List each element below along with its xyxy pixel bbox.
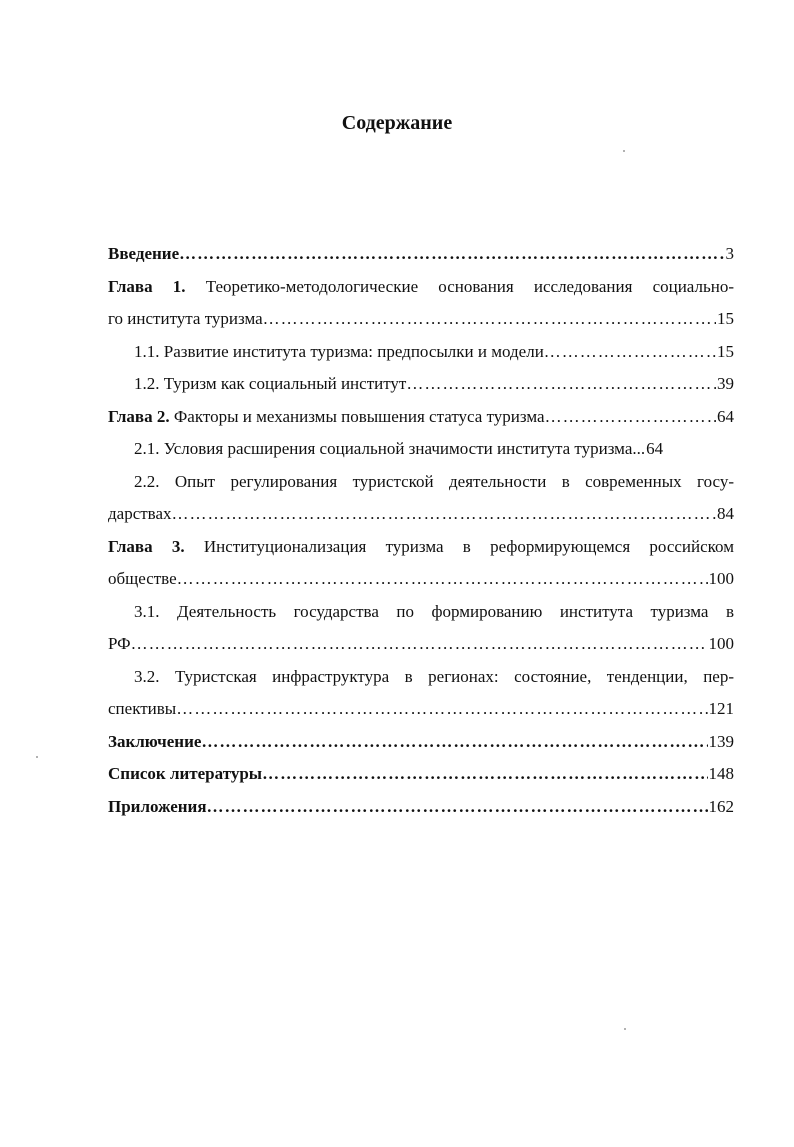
toc-ch1-page: 15 <box>717 309 734 328</box>
toc-ch3-title-line1: Институционализация туризма в реформирующемся российском <box>203 536 734 556</box>
dot-leader <box>177 563 708 596</box>
toc-2-1-label: 2.1. Условия расширения социальной значимости института туризма... <box>134 439 646 458</box>
toc-1-1-label: 1.1. Развитие института туризма: предпосылки и модели <box>134 341 544 361</box>
toc-3-1-label-line2: РФ <box>108 634 131 653</box>
toc-2-1-page: 64 <box>646 439 664 458</box>
toc-entry-3-1-line2 <box>108 628 734 661</box>
toc-ch2-page: 64 <box>717 406 734 426</box>
dot-leader <box>406 368 716 401</box>
toc-entry-intro <box>108 238 734 271</box>
toc-3-2-label-line2: спективы <box>108 699 177 718</box>
scan-speck <box>36 756 38 758</box>
toc-entry-3-1-line1: 3.1. Деятельность государства по формированию института туризма в <box>134 601 734 621</box>
toc-references-label: Список литературы <box>108 764 263 783</box>
toc-entry-2-1 <box>108 433 734 466</box>
dot-leader <box>262 758 707 791</box>
toc-entry-ch3-line1 <box>108 531 734 564</box>
toc-entry-1-2 <box>108 368 734 401</box>
toc-entry-2-2-line1: 2.2. Опыт регулирования туристской деятельности в современных госу- <box>134 471 734 491</box>
dot-leader <box>207 791 708 824</box>
toc-entry-ch1-line2 <box>108 303 734 336</box>
toc-ch1-label: Глава 1. <box>108 276 186 296</box>
toc-ch3-label: Глава 3. <box>108 536 185 556</box>
dot-leader <box>179 238 724 271</box>
dot-leader <box>201 726 707 759</box>
toc-ch3-title-line2: обществе <box>108 569 177 588</box>
toc-appendices-label: Приложения <box>108 796 207 816</box>
toc-3-2-page: 121 <box>708 699 734 718</box>
table-of-contents <box>108 238 734 823</box>
toc-entry-3-2-line1: 3.2. Туристская инфраструктура в регионах: состояние, тенденции, пер- <box>134 666 734 686</box>
toc-ch1-title-line2: го института туризма <box>108 309 263 328</box>
toc-entry-1-1 <box>108 336 734 369</box>
toc-ch2-label: Глава 2. <box>108 406 170 426</box>
toc-entry-ch1-line1 <box>108 271 734 304</box>
toc-entry-ch2 <box>108 401 734 434</box>
toc-2-2-page: 84 <box>717 504 734 523</box>
toc-references-page: 148 <box>708 764 734 783</box>
toc-intro-label: Введение <box>108 244 180 263</box>
toc-ch1-title-line1: Теоретико-методологические основания исследования социально- <box>205 276 734 296</box>
dot-leader <box>263 303 716 336</box>
toc-entry-ch3-line2 <box>108 563 734 596</box>
scan-speck <box>624 1028 626 1030</box>
toc-ch3-page: 100 <box>708 569 734 588</box>
dot-leader <box>172 498 716 531</box>
toc-entry-appendices <box>108 791 734 824</box>
toc-3-1-page: 100 <box>708 634 734 653</box>
toc-intro-page: 3 <box>725 244 734 263</box>
toc-entry-2-2-line2 <box>108 498 734 531</box>
toc-1-2-label: 1.2. Туризм как социальный институт <box>134 374 407 393</box>
toc-conclusion-label: Заключение <box>108 731 202 751</box>
dot-leader <box>544 336 716 369</box>
toc-1-1-page: 15 <box>717 341 734 361</box>
toc-ch2-title: Факторы и механизмы повышения статуса туризма <box>173 406 545 426</box>
toc-entry-conclusion <box>108 726 734 759</box>
toc-entry-references <box>108 758 734 791</box>
dot-leader <box>545 401 716 434</box>
toc-1-2-page: 39 <box>717 374 734 393</box>
scan-speck <box>623 150 625 152</box>
toc-appendices-page: 162 <box>708 796 734 816</box>
dot-leader <box>176 693 707 726</box>
dot-leader <box>131 628 708 661</box>
toc-entry-3-2-line2 <box>108 693 734 726</box>
toc-conclusion-page: 139 <box>708 731 734 751</box>
page-title: Содержание <box>341 112 453 134</box>
toc-2-2-label-line2: дарствах <box>108 504 172 523</box>
